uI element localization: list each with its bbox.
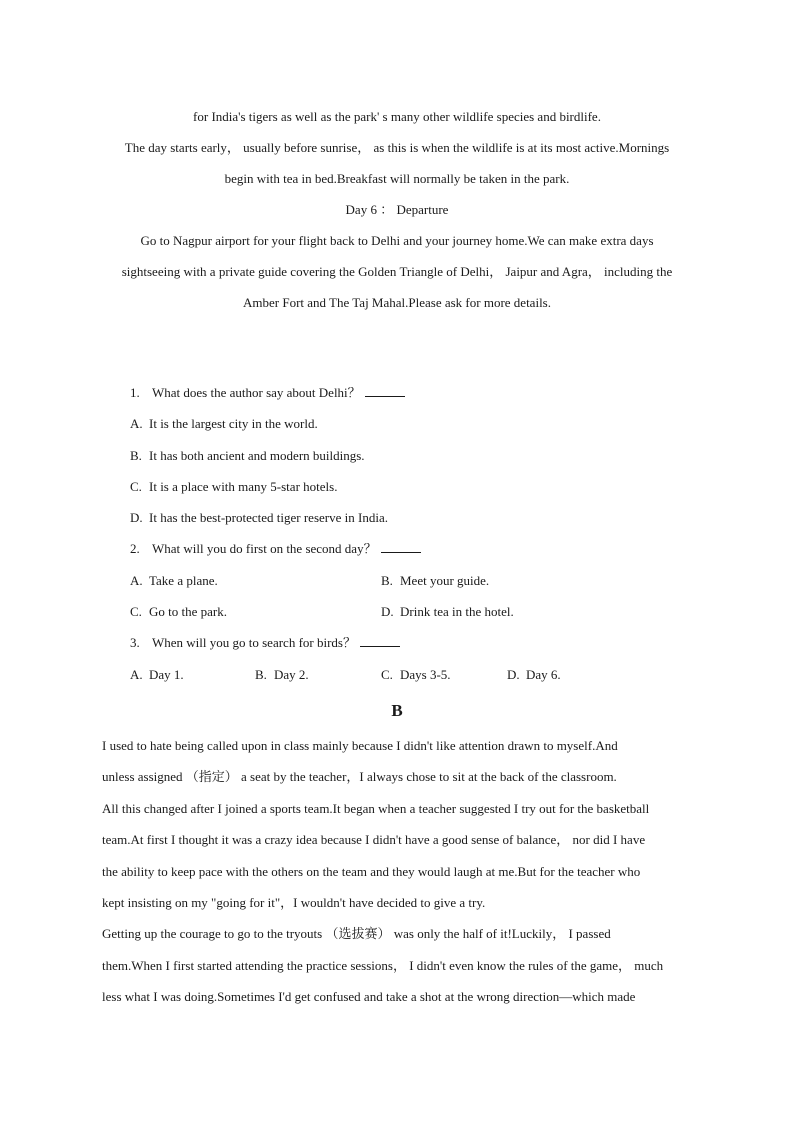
question-number: 2. bbox=[130, 541, 140, 557]
option-text: Day 2. bbox=[274, 666, 309, 682]
option-text: Days 3-5. bbox=[400, 666, 451, 682]
option-2d[interactable] bbox=[381, 596, 514, 627]
option-2c[interactable] bbox=[130, 596, 227, 627]
option-text: It is a place with many 5-star hotels. bbox=[149, 478, 338, 494]
section-b-passage bbox=[102, 730, 702, 1013]
passage-line: them.When I first started attending the practice sessions， I didn't even know the rules of the game， much bbox=[102, 957, 664, 973]
option-3d[interactable] bbox=[507, 659, 561, 690]
intro-line: Go to Nagpur airport for your flight back to Delhi and your journey home.We can make extra days bbox=[140, 233, 654, 248]
options-row-2ab bbox=[130, 565, 690, 596]
intro-line: The day starts early， usually before sunrise， as this is when the wildlife is at its most active.Mornings bbox=[124, 140, 670, 155]
option-3a[interactable] bbox=[130, 659, 184, 690]
passage-line: unless assigned （指定） a seat by the teacher，I always chose to sit at the back of the classroom. bbox=[102, 769, 617, 785]
answer-blank[interactable] bbox=[381, 540, 421, 553]
option-text: It has the best-protected tiger reserve in India. bbox=[149, 510, 388, 526]
question-1 bbox=[130, 377, 690, 408]
question-text: What will you do first on the second day？ bbox=[152, 541, 377, 557]
option-text: Meet your guide. bbox=[400, 572, 490, 588]
intro-line: sightseeing with a private guide covering the Golden Triangle of Delhi， Jaipur and Agra， including the bbox=[121, 264, 673, 279]
option-letter: C. bbox=[130, 478, 142, 494]
passage-line: team.At first I thought it was a crazy idea because I didn't have a good sense of balance， nor did I have bbox=[102, 832, 646, 848]
passage-line: kept insisting on my "going for it"，I wouldn't have decided to give a try. bbox=[102, 894, 486, 910]
option-text: Drink tea in the hotel. bbox=[400, 604, 514, 620]
question-3 bbox=[130, 627, 690, 658]
question-list bbox=[130, 377, 690, 690]
question-text: What does the author say about Delhi？ bbox=[152, 385, 361, 400]
answer-blank[interactable] bbox=[360, 634, 400, 647]
passage-line: less what I was doing.Sometimes I'd get confused and take a shot at the wrong direction—which made bbox=[102, 989, 636, 1005]
options-row-3 bbox=[130, 659, 690, 690]
question-2 bbox=[130, 533, 690, 564]
option-letter: D. bbox=[130, 510, 143, 526]
question-number: 3. bbox=[130, 635, 140, 651]
option-letter: A. bbox=[130, 416, 143, 432]
intro-text-block bbox=[80, 101, 714, 318]
option-letter: A. bbox=[130, 666, 143, 682]
option-text: Take a plane. bbox=[149, 572, 218, 588]
option-letter: D. bbox=[381, 604, 394, 620]
option-2a[interactable] bbox=[130, 565, 218, 596]
section-b-title: B bbox=[391, 701, 403, 720]
option-text: It has both ancient and modern buildings. bbox=[149, 447, 365, 463]
option-3c[interactable] bbox=[381, 659, 451, 690]
option-1c[interactable] bbox=[130, 471, 690, 502]
option-text: Day 1. bbox=[149, 666, 184, 682]
option-text: Go to the park. bbox=[149, 604, 227, 620]
intro-line: begin with tea in bed.Breakfast will normally be taken in the park. bbox=[224, 171, 570, 186]
option-letter: C. bbox=[381, 666, 393, 682]
question-text: When will you go to search for birds？ bbox=[152, 635, 356, 651]
option-1a[interactable] bbox=[130, 408, 690, 439]
options-row-2cd bbox=[130, 596, 690, 627]
question-number: 1. bbox=[130, 385, 140, 400]
option-letter: C. bbox=[130, 604, 142, 620]
option-letter: D. bbox=[507, 666, 520, 682]
intro-line: for India's tigers as well as the park' s many other wildlife species and birdlife. bbox=[193, 109, 601, 124]
option-2b[interactable] bbox=[381, 565, 489, 596]
option-3b[interactable] bbox=[255, 659, 309, 690]
option-1d[interactable] bbox=[130, 502, 690, 533]
passage-line: I used to hate being called upon in class mainly because I didn't like attention drawn to myself.And bbox=[102, 738, 618, 753]
answer-blank[interactable] bbox=[365, 384, 405, 397]
passage-line: Getting up the courage to go to the tryouts （选拔赛） was only the half of it!Luckily， I passed bbox=[102, 926, 611, 942]
passage-line: the ability to keep pace with the others on the team and they would laugh at me.But for the teacher who bbox=[102, 863, 641, 879]
day-6-heading: Day 6 ： Departure bbox=[345, 202, 449, 217]
option-letter: B. bbox=[381, 572, 393, 588]
option-letter: B. bbox=[255, 666, 267, 682]
passage-line: All this changed after I joined a sports team.It began when a teacher suggested I try out for the basketball bbox=[102, 800, 650, 816]
option-letter: A. bbox=[130, 572, 143, 588]
option-text: Day 6. bbox=[526, 666, 561, 682]
option-1b[interactable] bbox=[130, 440, 690, 471]
option-letter: B. bbox=[130, 447, 142, 463]
option-text: It is the largest city in the world. bbox=[149, 416, 318, 432]
intro-line: Amber Fort and The Taj Mahal.Please ask for more details. bbox=[242, 295, 551, 310]
